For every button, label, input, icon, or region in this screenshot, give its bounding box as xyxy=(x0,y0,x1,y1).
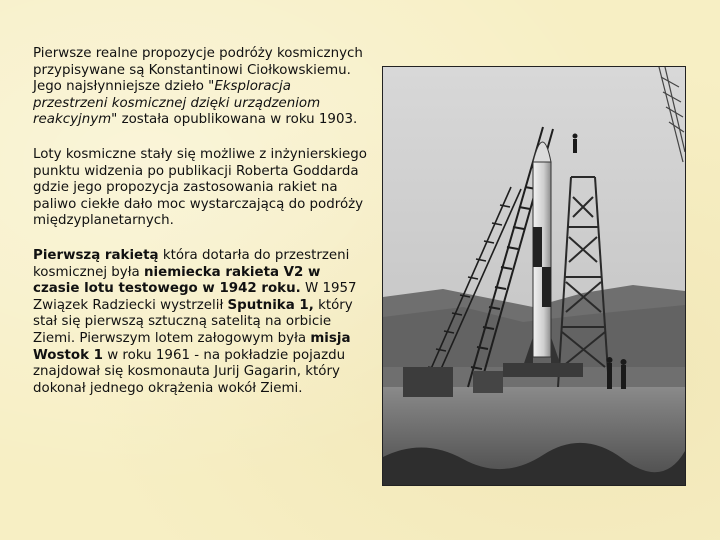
p3-text-2: W 1957 Związek Radziecki wystrzelił xyxy=(33,281,357,313)
p3-bold-sputnik: Sputnika 1, xyxy=(227,297,314,313)
launch-platform xyxy=(503,363,583,377)
vehicle-center xyxy=(473,371,503,393)
rocket-photo-illustration xyxy=(383,67,685,485)
vehicle-left xyxy=(403,367,453,397)
p3-text-4: w roku 1961 - na pokładzie pojazdu znajdował się kosmonauta Jurij Gagarin, który dokonał jednego okrążenia wokół Ziemi. xyxy=(33,347,346,396)
p1-text-2: została opublikowana w roku 1903. xyxy=(117,112,358,128)
p3-text-3: który stał się pierwszą sztuczną satelitą na orbicie Ziemi. Pierwszym lotem załogowym była xyxy=(33,297,353,346)
p2-text: Loty kosmiczne stały się możliwe z inżynierskiego punktu widzenia po publikacji Roberta Goddarda gdzie jego propozycja zastosowania rakiet na paliwo ciekłe dało moc wystarczającą do podróży międzyplanetarnych. xyxy=(33,146,367,229)
text-column xyxy=(33,46,368,415)
paragraph-tsiolkovsky xyxy=(33,46,368,129)
paragraph-v2-sputnik-vostok xyxy=(33,248,368,397)
p1-text-1: Pierwsze realne propozycje podróży kosmicznych przypisywane są Konstantinowi Ciołkowskiemu. Jego najsłynniejsze dzieło xyxy=(33,46,363,95)
p3-bold-first-rocket: Pierwszą rakietą xyxy=(33,247,159,263)
p1-work-title: "Eksploracja przestrzeni kosmicznej dzięki urządzeniom reakcyjnym" xyxy=(33,79,321,128)
p3-text-1: która dotarła do przestrzeni kosmicznej była xyxy=(33,247,350,280)
paragraph-goddard xyxy=(33,147,368,230)
p3-bold-vostok: misja Wostok 1 xyxy=(33,330,351,363)
v2-rocket-photo xyxy=(382,66,686,486)
p3-bold-v2: niemiecka rakieta V2 w czasie lotu testowego w 1942 roku. xyxy=(33,264,321,297)
